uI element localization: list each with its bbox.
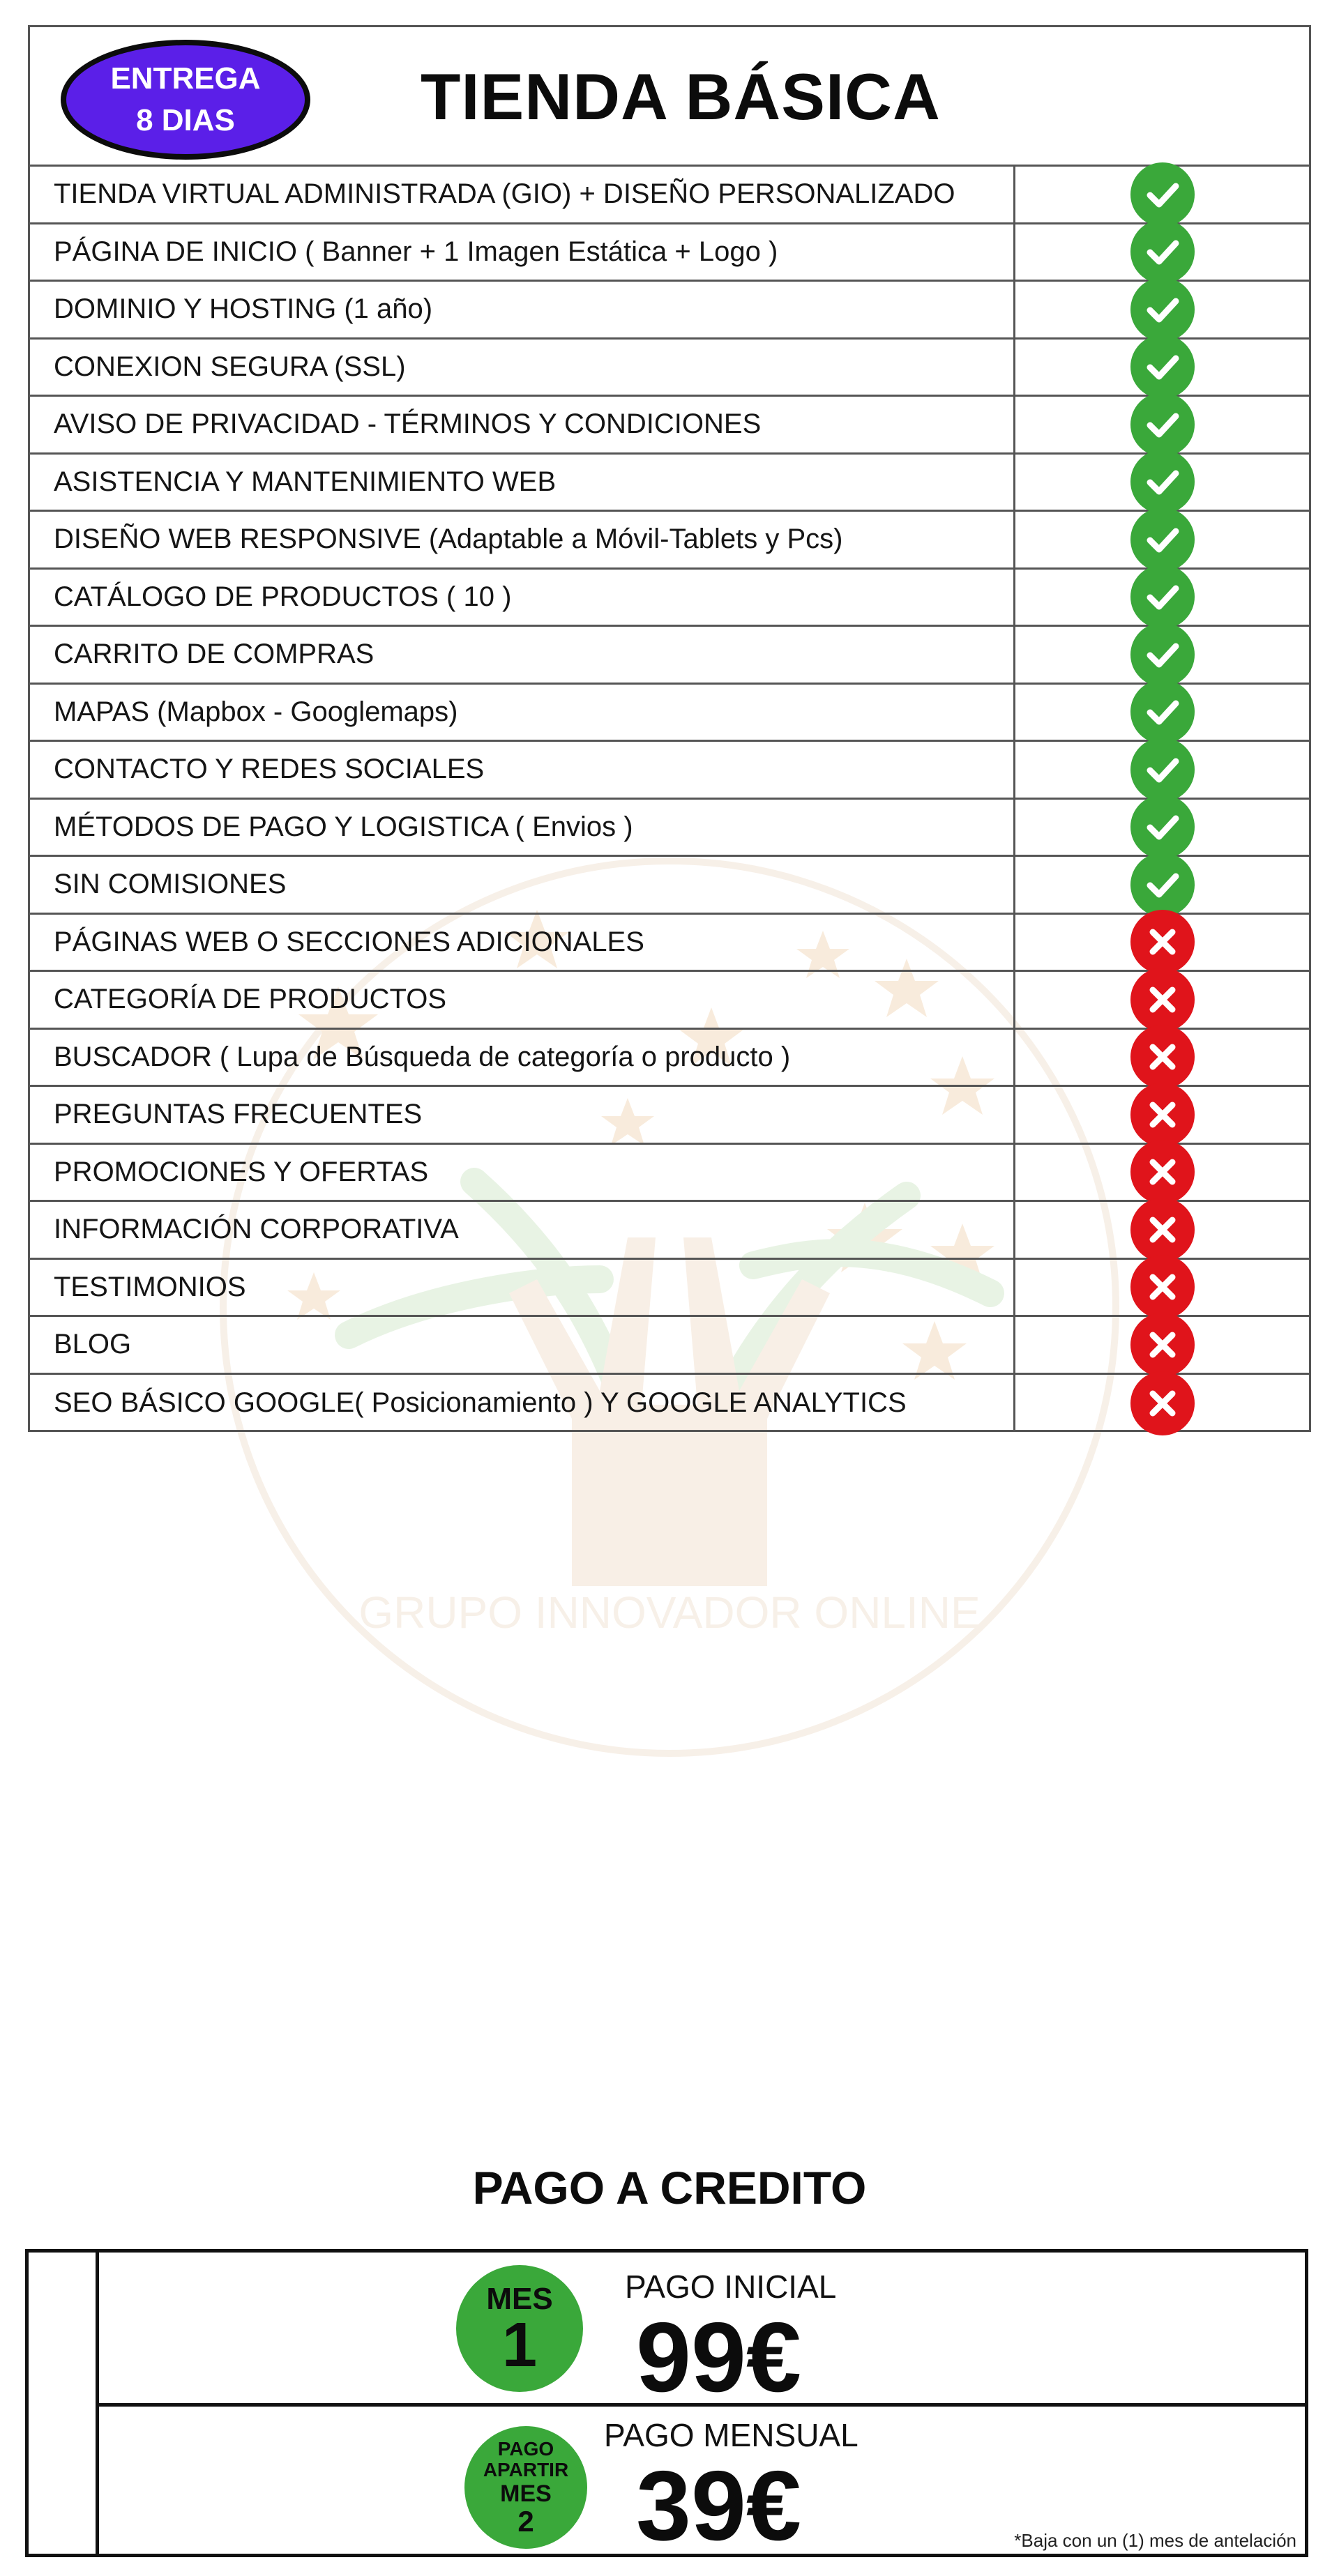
x-icon bbox=[1130, 968, 1195, 1032]
plan-title: TIENDA BÁSICA bbox=[421, 60, 941, 133]
feature-label: MAPAS (Mapbox - Googlemaps) bbox=[54, 696, 458, 727]
check-icon bbox=[1130, 277, 1195, 342]
delivery-badge bbox=[61, 40, 310, 160]
check-icon bbox=[1130, 508, 1195, 572]
x-icon bbox=[1130, 1025, 1195, 1089]
plan-header bbox=[30, 27, 1309, 167]
feature-row bbox=[30, 972, 1309, 1030]
payment-table bbox=[25, 2249, 1308, 2561]
feature-row bbox=[30, 1375, 1309, 1433]
feature-row bbox=[30, 1260, 1309, 1318]
status-cell bbox=[1015, 857, 1309, 913]
feature-label: TIENDA VIRTUAL ADMINISTRADA (GIO) + DISEÑO PERSONALIZADO bbox=[54, 178, 955, 210]
svg-text:GRUPO INNOVADOR ONLINE: GRUPO INNOVADOR ONLINE bbox=[358, 1587, 981, 1638]
feature-row bbox=[30, 224, 1309, 282]
feature-label: CONEXION SEGURA (SSL) bbox=[54, 351, 406, 382]
check-icon bbox=[1130, 393, 1195, 457]
x-icon bbox=[1130, 1198, 1195, 1262]
month-badge-number: 1 bbox=[501, 2310, 538, 2380]
check-icon bbox=[1130, 795, 1195, 859]
feature-row bbox=[30, 627, 1309, 685]
check-icon bbox=[1130, 680, 1195, 744]
feature-label: CATÁLOGO DE PRODUCTOS ( 10 ) bbox=[54, 581, 512, 612]
status-cell bbox=[1015, 1087, 1309, 1143]
month-badge-label: PAGO APARTIR bbox=[483, 2438, 569, 2480]
feature-label: PÁGINAS WEB O SECCIONES ADICIONALES bbox=[54, 926, 644, 957]
delivery-badge-line1: ENTREGA bbox=[110, 61, 261, 96]
feature-row bbox=[30, 282, 1309, 340]
month-badge-number: 2 bbox=[517, 2505, 534, 2538]
status-cell bbox=[1015, 397, 1309, 452]
status-cell bbox=[1015, 340, 1309, 395]
month-badge bbox=[456, 2265, 583, 2392]
status-cell bbox=[1015, 742, 1309, 798]
payment-note: *Baja con un (1) mes de antelación bbox=[1014, 2530, 1296, 2551]
x-icon bbox=[1130, 1083, 1195, 1147]
check-icon bbox=[1130, 565, 1195, 629]
feature-label: DISEÑO WEB RESPONSIVE (Adaptable a Móvil-Tablets y Pcs) bbox=[54, 524, 843, 555]
status-cell bbox=[1015, 512, 1309, 567]
x-icon bbox=[1130, 1313, 1195, 1377]
feature-label: BUSCADOR ( Lupa de Búsqueda de categoría o producto ) bbox=[54, 1041, 791, 1072]
status-cell bbox=[1015, 1145, 1309, 1201]
check-icon bbox=[1130, 335, 1195, 399]
feature-label: DOMINIO Y HOSTING (1 año) bbox=[54, 294, 433, 325]
payment-price: 99€ bbox=[636, 2302, 801, 2413]
status-cell bbox=[1015, 915, 1309, 970]
status-cell bbox=[1015, 1375, 1309, 1433]
feature-row bbox=[30, 512, 1309, 570]
feature-label: INFORMACIÓN CORPORATIVA bbox=[54, 1214, 459, 1245]
feature-row bbox=[30, 397, 1309, 455]
feature-row bbox=[30, 915, 1309, 973]
payment-row-initial bbox=[99, 2253, 1305, 2413]
feature-row bbox=[30, 340, 1309, 397]
check-icon bbox=[1130, 220, 1195, 284]
delivery-badge-line2: 8 DIAS bbox=[136, 103, 235, 137]
check-icon bbox=[1130, 738, 1195, 802]
feature-row bbox=[30, 857, 1309, 915]
feature-label: BLOG bbox=[54, 1329, 132, 1360]
payment-row-monthly bbox=[99, 2407, 1305, 2561]
status-cell bbox=[1015, 1202, 1309, 1258]
month-badge bbox=[464, 2426, 587, 2549]
feature-label: CATEGORÍA DE PRODUCTOS bbox=[54, 984, 447, 1015]
feature-label: SIN COMISIONES bbox=[54, 869, 287, 900]
x-icon bbox=[1130, 1371, 1195, 1435]
status-cell bbox=[1015, 1030, 1309, 1085]
status-cell bbox=[1015, 627, 1309, 683]
payment-label: PAGO INICIAL bbox=[625, 2269, 837, 2305]
feature-row bbox=[30, 1087, 1309, 1145]
month-badge-label: MES bbox=[500, 2480, 552, 2507]
feature-row bbox=[30, 167, 1309, 224]
feature-row bbox=[30, 1317, 1309, 1375]
feature-label: PROMOCIONES Y OFERTAS bbox=[54, 1156, 429, 1187]
payment-title: PAGO A CREDITO bbox=[472, 2162, 867, 2213]
x-icon bbox=[1130, 1140, 1195, 1204]
status-cell bbox=[1015, 972, 1309, 1028]
payment-price: 39€ bbox=[636, 2451, 801, 2561]
x-icon bbox=[1130, 910, 1195, 974]
x-icon bbox=[1130, 1255, 1195, 1319]
feature-label: PREGUNTAS FRECUENTES bbox=[54, 1099, 423, 1130]
feature-label: TESTIMONIOS bbox=[54, 1271, 246, 1302]
feature-row bbox=[30, 742, 1309, 800]
feature-row bbox=[30, 455, 1309, 512]
check-icon bbox=[1130, 623, 1195, 687]
feature-label: ASISTENCIA Y MANTENIMIENTO WEB bbox=[54, 466, 557, 497]
status-cell bbox=[1015, 685, 1309, 740]
status-cell bbox=[1015, 570, 1309, 625]
feature-label: PÁGINA DE INICIO ( Banner + 1 Imagen Estática + Logo ) bbox=[54, 236, 778, 267]
status-cell bbox=[1015, 282, 1309, 337]
month-badge-label: MES bbox=[486, 2282, 553, 2316]
feature-row bbox=[30, 1030, 1309, 1088]
status-cell bbox=[1015, 224, 1309, 280]
status-cell bbox=[1015, 1260, 1309, 1316]
status-cell bbox=[1015, 167, 1309, 222]
feature-row bbox=[30, 1145, 1309, 1203]
feature-label: MÉTODOS DE PAGO Y LOGISTICA ( Envios ) bbox=[54, 811, 633, 842]
feature-row bbox=[30, 685, 1309, 742]
status-cell bbox=[1015, 800, 1309, 855]
feature-label: AVISO DE PRIVACIDAD - TÉRMINOS Y CONDICIONES bbox=[54, 409, 762, 440]
check-icon bbox=[1130, 450, 1195, 514]
status-cell bbox=[1015, 1317, 1309, 1373]
feature-label: SEO BÁSICO GOOGLE( Posicionamiento ) Y GOOGLE ANALYTICS bbox=[54, 1387, 907, 1419]
status-cell bbox=[1015, 455, 1309, 510]
feature-table bbox=[28, 25, 1311, 1432]
feature-label: CONTACTO Y REDES SOCIALES bbox=[54, 754, 485, 785]
check-icon bbox=[1130, 162, 1195, 227]
feature-row bbox=[30, 1202, 1309, 1260]
feature-row bbox=[30, 800, 1309, 858]
payment-label: PAGO MENSUAL bbox=[604, 2417, 858, 2453]
feature-label: CARRITO DE COMPRAS bbox=[54, 639, 375, 670]
check-icon bbox=[1130, 853, 1195, 917]
feature-row bbox=[30, 570, 1309, 627]
